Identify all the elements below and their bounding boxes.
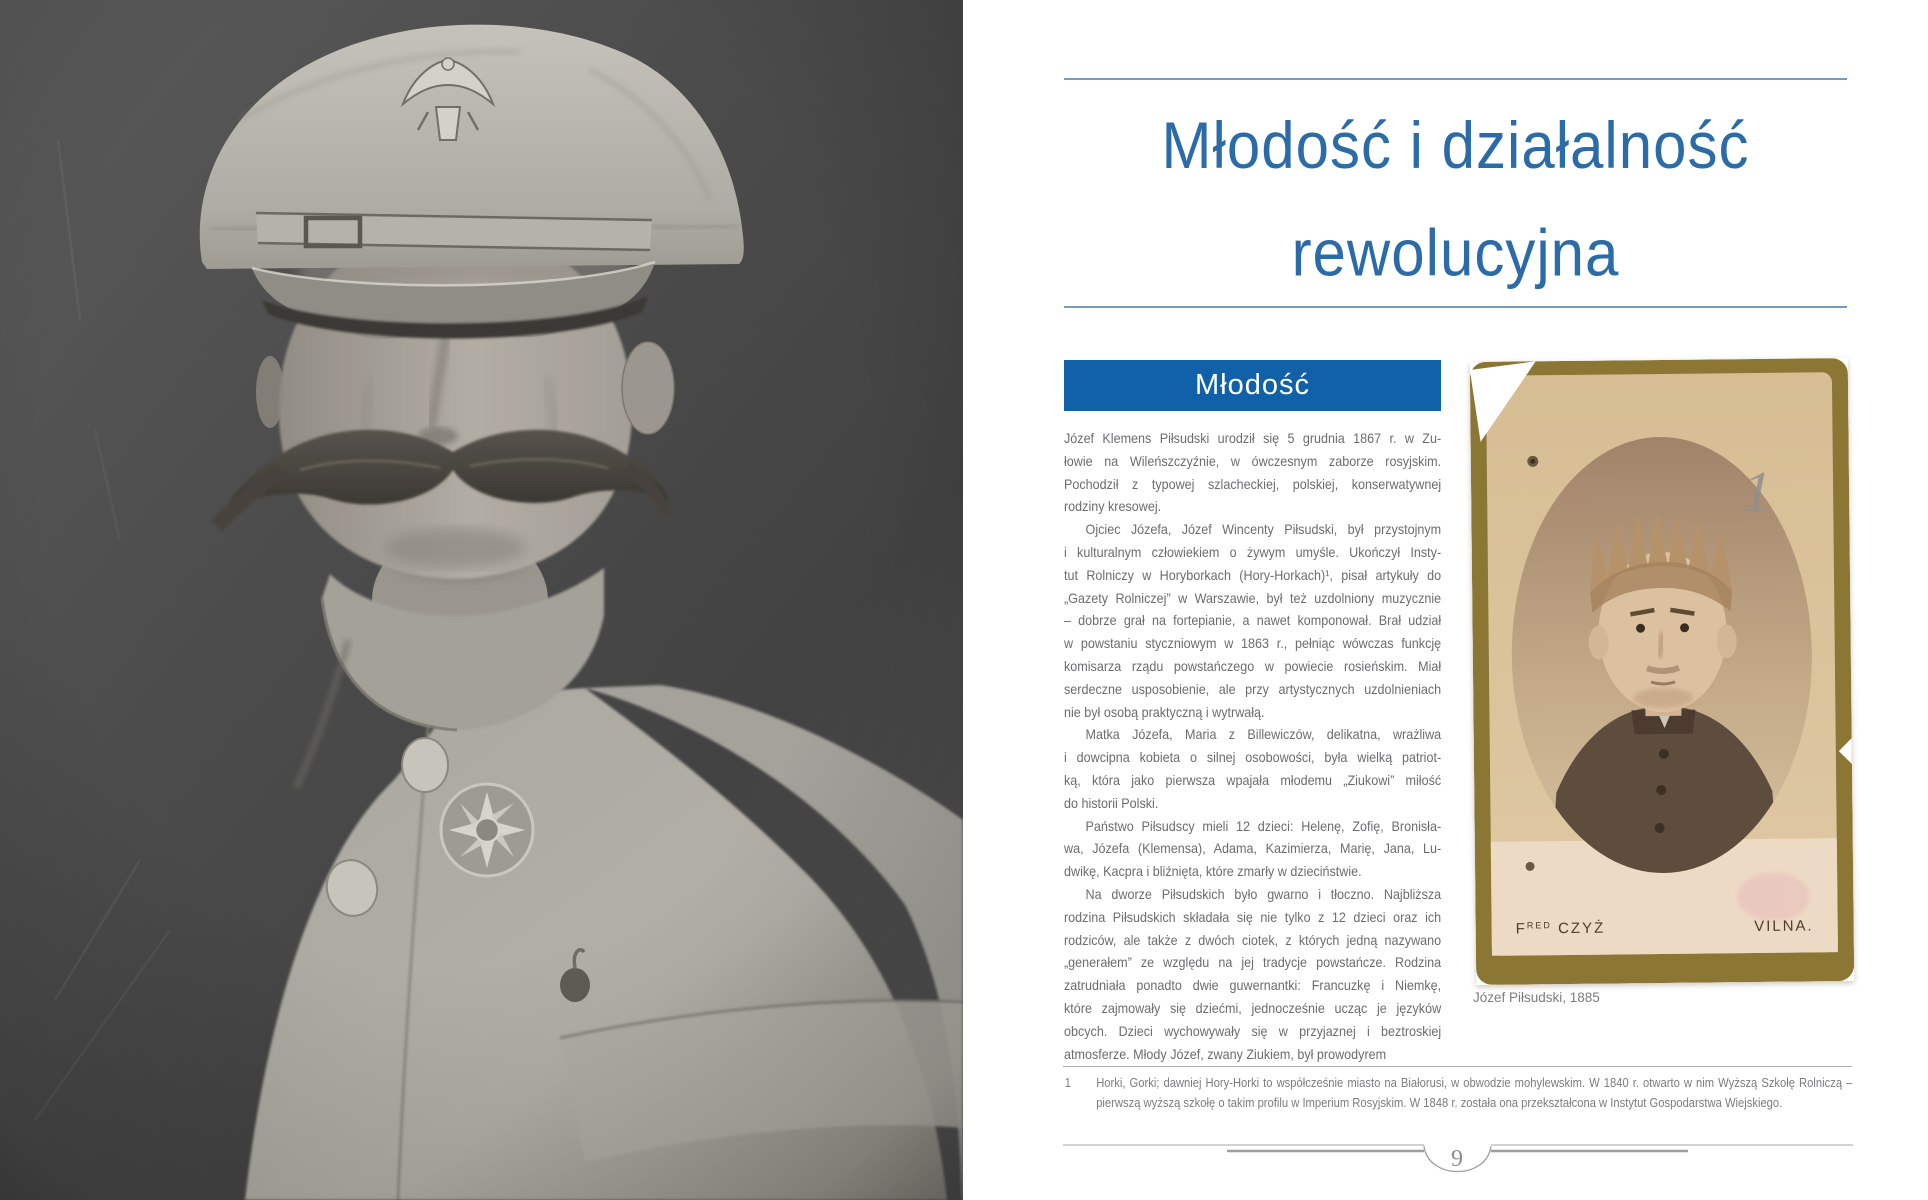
- photo-card: [1470, 358, 1855, 985]
- body-text-line: do historii Polski.: [1064, 794, 1159, 811]
- body-text-line: i dowcipna kobieta o silnej osobowości, była wielką patriot-: [1064, 749, 1442, 766]
- body-text-line: tut Rolniczy w Horyborkach (Hory-Horkach)¹, pisał artykuły do: [1064, 566, 1442, 583]
- card-illustration: [1470, 358, 1855, 985]
- body-text-line: zatrudniała ponadto dwie guwernantki: Francuzkę i Niemkę,: [1064, 977, 1442, 994]
- body-text-line: Matka Józefa, Maria z Billewiczów, delikatna, wrażliwa: [1085, 726, 1442, 743]
- body-text-line: ką, która jako pierwsza wpajała młodemu „Ziukowi” miłość: [1064, 771, 1442, 788]
- body-text-line: wa, Józefa (Klemensa), Adama, Kazimierza, Marię, Jana, Lu-: [1064, 840, 1442, 857]
- photographer-imprint: $F^{RED}$ CZYŻ: [1515, 919, 1606, 938]
- body-text-line: „Gazety Rolniczej” w Warszawie, był też uzdolniony muzycznie: [1064, 589, 1442, 606]
- chapter-title-line1: Młodość i działalność: [1161, 108, 1750, 183]
- page-number: 9: [1451, 1146, 1463, 1172]
- studio-city-imprint: VILNA.: [1754, 917, 1814, 936]
- title-rule-top: [1064, 78, 1847, 80]
- body-text-line: rodziców, ale także z dwóch ciotek, z których jedną nazywano: [1064, 931, 1442, 948]
- body-text-line: rodzina Piłsudskich składała się nie tylko z 12 dzieci oraz ich: [1064, 908, 1442, 925]
- footnote-line: pierwszą wyższą szkołę o takim profilu w Imperium Rosyjskim. W 1848 r. została ona przekształcona w Instytut Gospodarstwa Wiejskiego.: [1096, 1096, 1783, 1110]
- body-text-line: Na dworze Piłsudskich było gwarno i tłoczno. Najbliższa: [1085, 885, 1442, 902]
- body-text-line: które zajmowały się dziećmi, jednocześnie ucząc je języków: [1064, 999, 1442, 1016]
- footnote: [1063, 1073, 1852, 1113]
- body-text-line: Józef Klemens Piłsudski urodził się 5 grudnia 1867 r. w Zu-: [1064, 430, 1442, 446]
- photo-vignette: [0, 0, 963, 1200]
- footnote-line: Horki, Gorki; dawniej Hory-Horki to współcześnie miasto na Białorusi, w obwodzie mohylewskim. W 1840 r. otwarto w nim Wyższą Szkołę Rolniczą –: [1096, 1076, 1853, 1090]
- body-text-line: atmosferze. Młody Józef, zwany Ziukiem, był prowodyrem: [1064, 1045, 1387, 1062]
- body-text-line: Pochodził z typowej szlacheckiej, polskiej, konserwatywnej: [1064, 475, 1442, 492]
- body-text-line: obcych. Dzieci wychowywały się w przyjaznej i beztroskiej: [1064, 1022, 1442, 1039]
- photo-caption: Józef Piłsudski, 1885: [1473, 990, 1600, 1005]
- body-text-line: – dobrze grał na fortepianie, a nawet komponował. Brał udział: [1064, 612, 1442, 629]
- body-text-line: Ojciec Józefa, Józef Wincenty Piłsudski, był przystojnym: [1085, 521, 1442, 538]
- footnote-marker: 1: [1064, 1076, 1072, 1090]
- section-header-box: [1064, 360, 1441, 411]
- body-text-line: dwikę, Kacpra i bliźnięta, które zmarły w dzieciństwie.: [1064, 863, 1362, 880]
- body-text-line: rodziny kresowej.: [1064, 498, 1162, 515]
- title-rule-bottom: [1064, 306, 1847, 308]
- body-text-line: „generałem” ze względu na jej tradycje powstańcze. Rodzina: [1064, 954, 1442, 971]
- pilsudski-portrait-photo: [0, 0, 963, 1200]
- section-header-label: Młodość: [1195, 369, 1310, 401]
- body-text-line: nie był osobą praktyczną i wytrwałą.: [1064, 703, 1265, 720]
- body-text-line: Państwo Piłsudscy mieli 12 dzieci: Helenę, Zofię, Bronisła-: [1085, 817, 1442, 834]
- body-text-line: w powstaniu styczniowym w 1863 r., pełniąc wówczas funkcję: [1064, 635, 1442, 652]
- footnote-rule: [1063, 1066, 1852, 1067]
- body-text-line: łowie na Wileńszczyźnie, w ówczesnym zaborze rosyjskim.: [1064, 452, 1442, 469]
- chapter-title: [1064, 92, 1847, 308]
- portrait-illustration: [0, 0, 963, 1200]
- chapter-title-line2: rewolucyjna: [1291, 216, 1620, 290]
- handwritten-mark: 1: [1736, 459, 1779, 525]
- body-text-line: serdeczne usposobienie, ale przy artystycznych uzdolnieniach: [1064, 680, 1442, 697]
- body-text-line: i kulturalnym człowiekiem o żywym umyśle. Ukończył Insty-: [1064, 543, 1442, 560]
- folio-ornament: [1063, 1136, 1853, 1188]
- article-body: [1064, 427, 1441, 1065]
- page-footer-ornament: [1063, 1136, 1853, 1188]
- body-text-line: komisarza rządu powstańczego w powiecie rosieńskim. Miał: [1064, 657, 1442, 674]
